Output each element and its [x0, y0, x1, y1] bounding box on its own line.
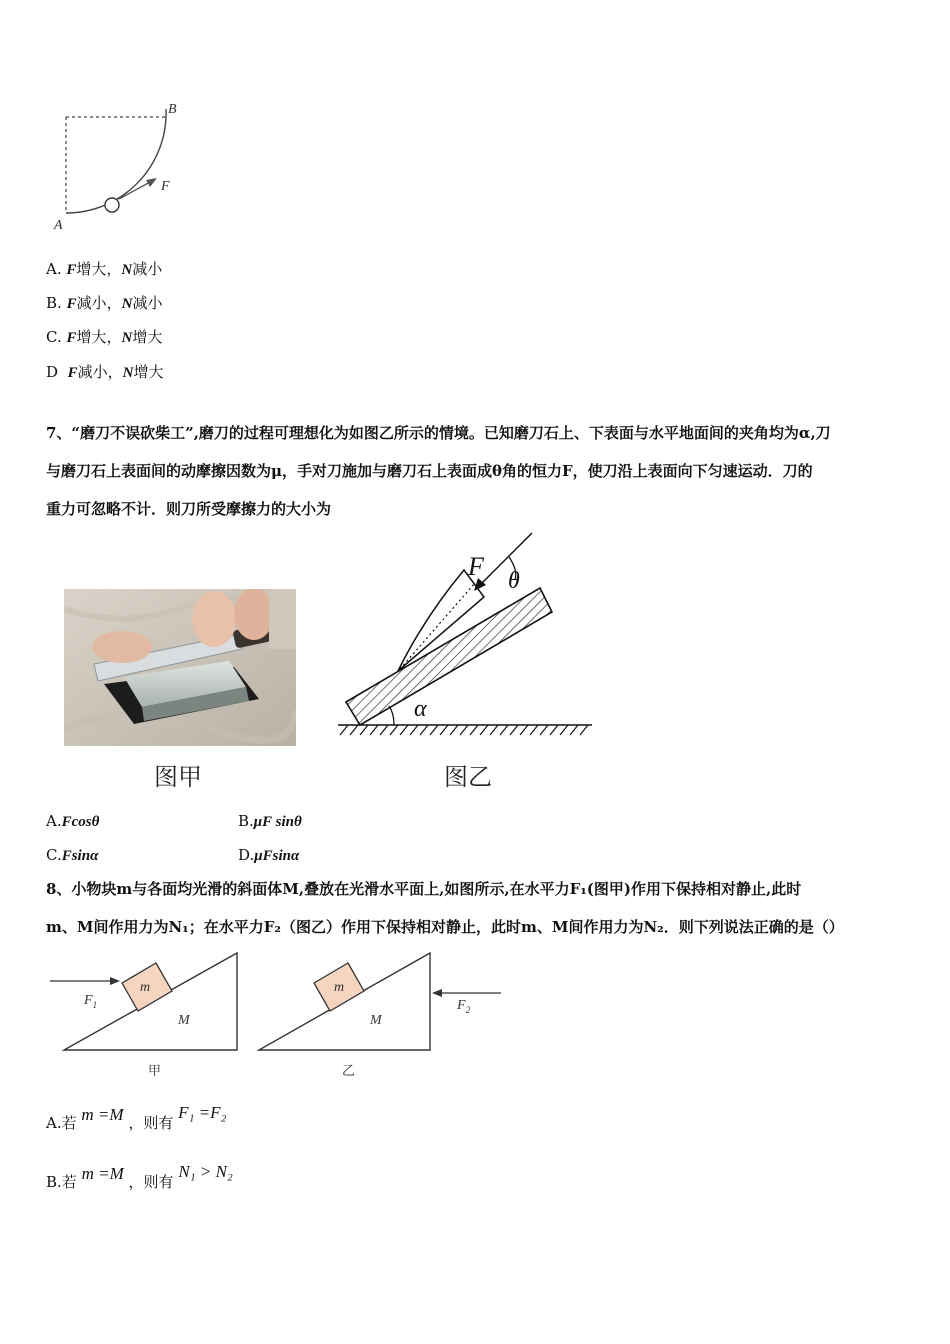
option-key: D	[46, 363, 59, 381]
option-key: B.	[46, 1173, 62, 1191]
knife-sharpening-photo	[64, 589, 296, 746]
option-expression: Fsinα	[61, 848, 99, 864]
option-expression: μF sinθ	[253, 814, 302, 830]
figure-yi-caption: 图乙	[444, 763, 492, 791]
symbol-n: N	[122, 365, 134, 381]
figure-yi-label: 乙	[342, 1064, 356, 1079]
q7-option-b	[238, 812, 302, 831]
label-b: B	[168, 102, 177, 117]
option-key: A.	[46, 1114, 62, 1132]
q7-line-3: 重力可忽略不计．则刀所受摩擦力的大小为	[46, 500, 332, 518]
q6-option-d	[46, 361, 163, 382]
block-label: m	[334, 980, 345, 995]
label-f: F	[161, 179, 170, 194]
symbol-n: N	[121, 330, 133, 346]
q7-line-1: 7、“磨刀不误砍柴工”,磨刀的过程可理想化为如图乙所示的情境。已知磨刀石上、下表面与水平地面间的夹角均为α,刀	[46, 424, 831, 442]
option-key: D.	[238, 846, 255, 864]
option-condition: m =M	[81, 1164, 124, 1183]
question-8	[46, 870, 908, 946]
option-text: 增大	[132, 328, 163, 346]
option-key: B.	[238, 812, 254, 830]
q6-option-c	[46, 326, 162, 347]
symbol-f: F	[66, 296, 77, 312]
option-expression: μFsinα	[254, 848, 300, 864]
label-theta: θ	[508, 568, 520, 594]
q7-line-2: 与磨刀石上表面间的动摩擦因数为μ，手对刀施加与磨刀石上表面成θ角的恒力F，使刀沿上表面向下匀速运动．刀的	[46, 462, 813, 480]
label-f: F	[468, 552, 484, 581]
wedge-figure-jia	[44, 948, 244, 1056]
option-text: 若	[61, 1173, 77, 1191]
symbol-f: F	[67, 365, 78, 381]
option-text: 减小	[132, 294, 163, 312]
quarter-circle-figure	[40, 95, 200, 240]
question-7	[46, 414, 908, 528]
option-expression: Fcosθ	[61, 814, 100, 830]
figure-jia-caption: 图甲	[154, 763, 202, 791]
figure-jia-label: 甲	[148, 1064, 162, 1079]
symbol-f: F	[66, 262, 77, 278]
block-label: m	[140, 980, 151, 995]
option-text: ，则有	[128, 1173, 174, 1191]
option-key: C.	[46, 846, 62, 864]
q6-option-b	[46, 292, 162, 313]
q8-line-2: m、M间作用力为N₁；在水平力F₂（图乙）作用下保持相对静止，此时m、M间作用力为N₂．则下列说法正确的是（）	[46, 918, 844, 936]
option-text: 减小，	[77, 363, 123, 381]
wedge-label: M	[370, 1013, 382, 1028]
label-alpha: α	[414, 696, 427, 722]
force-label: $F_1$	[84, 993, 98, 1010]
q6-option-a	[46, 258, 162, 279]
symbol-f: F	[66, 330, 77, 346]
option-key: C.	[46, 328, 62, 346]
option-text: ，则有	[128, 1114, 174, 1132]
option-result: F₁ =F₂	[178, 1103, 227, 1122]
q7-option-a	[46, 812, 99, 831]
wedge-figure-yi	[256, 948, 506, 1056]
whetstone-diagram	[334, 530, 594, 745]
option-key: A.	[46, 260, 62, 278]
symbol-n: N	[121, 296, 133, 312]
option-result: N₁ > N₂	[178, 1162, 233, 1181]
symbol-n: N	[121, 262, 133, 278]
option-text: 减小	[132, 260, 163, 278]
force-label: $F_2$	[457, 998, 471, 1015]
q8-option-a	[46, 1103, 227, 1133]
q8-line-1: 8、小物块m与各面均光滑的斜面体M,叠放在光滑水平面上,如图所示,在水平力F₁(图甲)作用下保持相对静止,此时	[46, 880, 802, 898]
option-condition: m =M	[81, 1105, 124, 1124]
option-key: B.	[46, 294, 62, 312]
q7-option-c	[46, 846, 98, 865]
option-text: 增大，	[76, 328, 122, 346]
q7-option-d	[238, 846, 299, 865]
option-text: 若	[61, 1114, 77, 1132]
wedge-label: M	[178, 1013, 190, 1028]
label-a: A	[54, 218, 63, 233]
option-text: 减小，	[76, 294, 122, 312]
q8-option-b	[46, 1162, 233, 1192]
option-key: A.	[46, 812, 62, 830]
option-text: 增大	[133, 363, 164, 381]
option-text: 增大，	[76, 260, 122, 278]
